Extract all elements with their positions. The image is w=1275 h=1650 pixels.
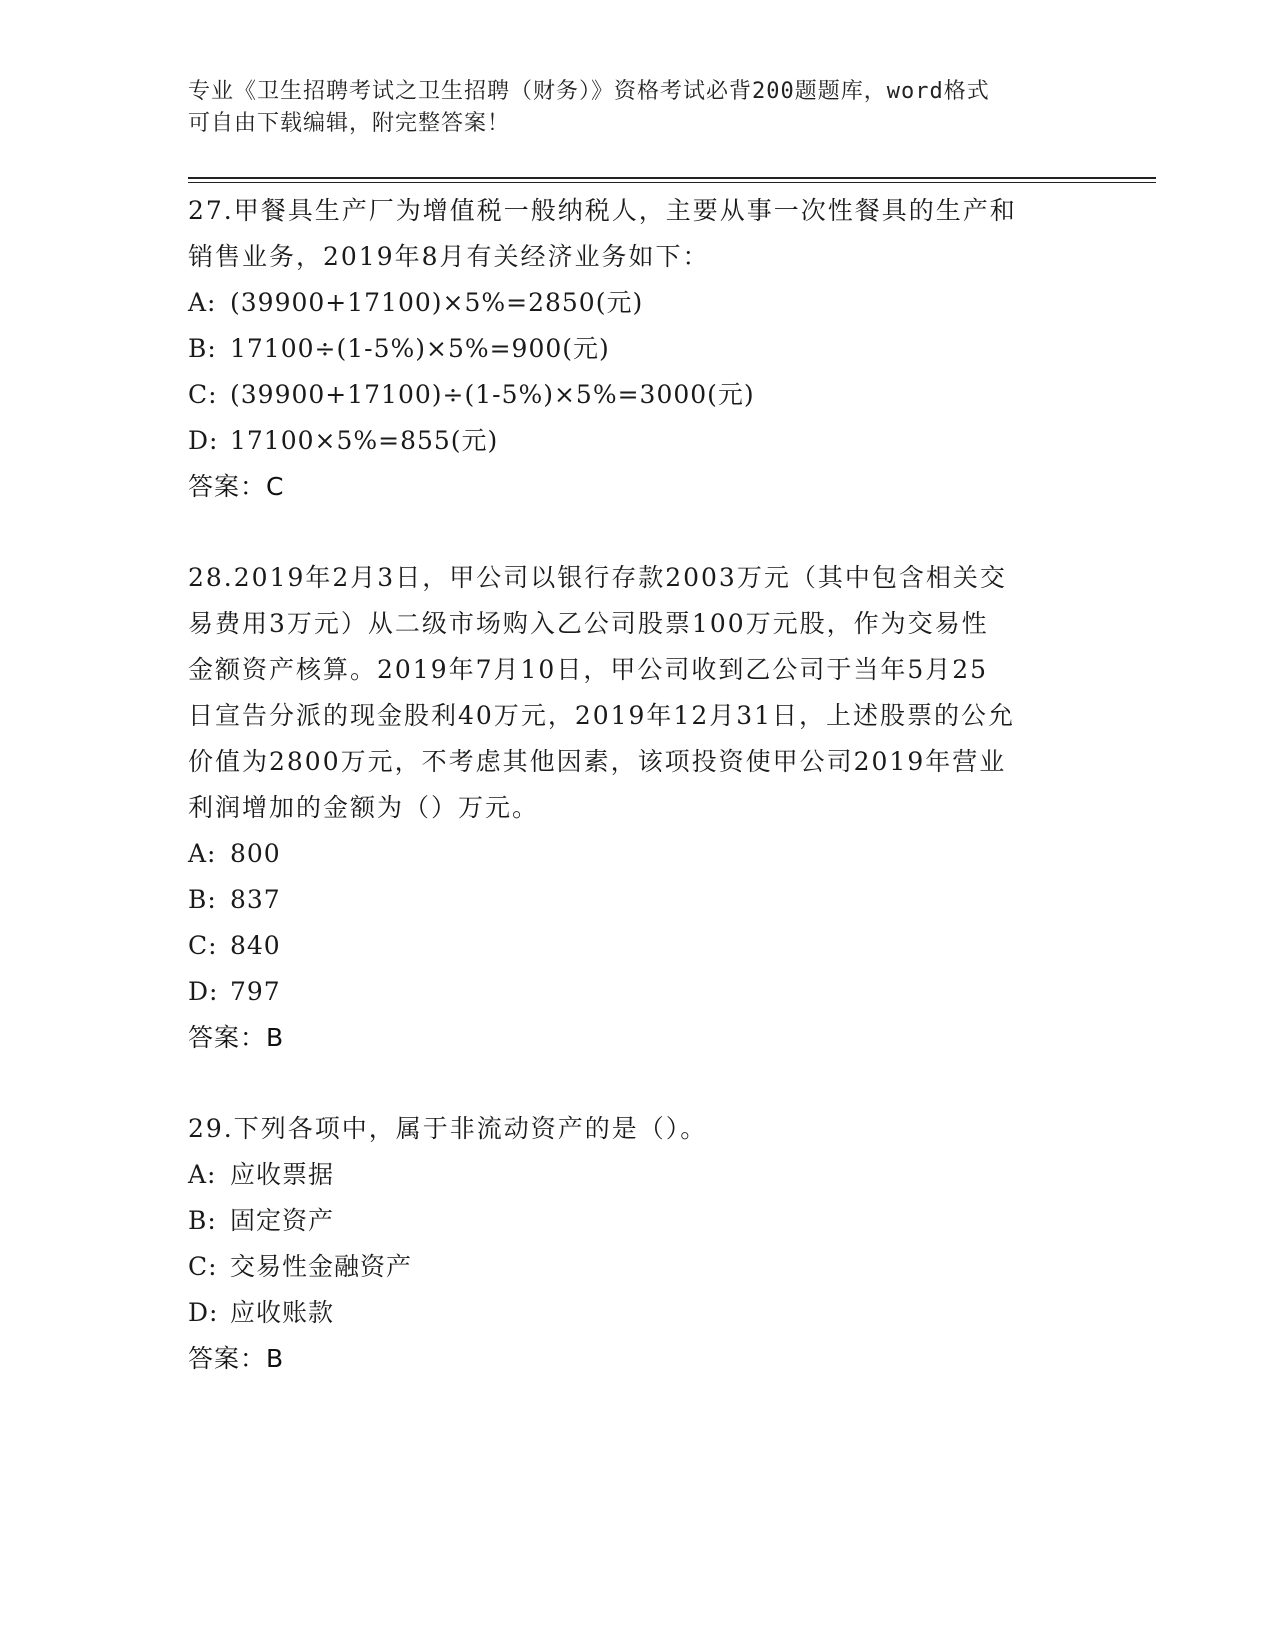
option-key: D: — [188, 426, 219, 455]
option-d — [188, 1290, 1088, 1336]
stem-line: 27.甲餐具生产厂为增值税一般纳税人，主要从事一次性餐具的生产和 — [188, 196, 1017, 225]
stem-line: 价值为2800万元，不考虑其他因素，该项投资使甲公司2019年营业 — [188, 747, 1007, 776]
question-stem — [188, 1106, 1088, 1152]
option-b — [188, 877, 1088, 923]
option-text: 固定资产 — [230, 1206, 335, 1235]
option-text: 800 — [230, 839, 281, 868]
stem-line: 利润增加的金额为（）万元。 — [188, 793, 540, 822]
option-c — [188, 372, 1088, 418]
option-key: B: — [188, 1206, 217, 1235]
option-text: 应收账款 — [230, 1298, 335, 1327]
option-key: D: — [188, 1298, 219, 1327]
option-key: C: — [188, 1252, 218, 1281]
answer-line: 答案：C — [188, 472, 285, 501]
stem-line: 金额资产核算。2019年7月10日，甲公司收到乙公司于当年5月25 — [188, 655, 989, 684]
option-key: C: — [188, 931, 218, 960]
option-a — [188, 831, 1088, 877]
option-d — [188, 418, 1088, 464]
header-divider — [188, 177, 1156, 179]
question-spacer — [188, 1061, 1088, 1106]
option-key: A: — [188, 839, 217, 868]
option-key: A: — [188, 288, 217, 317]
question-27 — [188, 188, 1088, 510]
option-d — [188, 969, 1088, 1015]
option-b — [188, 326, 1088, 372]
stem-line: 销售业务，2019年8月有关经济业务如下： — [188, 242, 710, 271]
option-b — [188, 1198, 1088, 1244]
option-key: A: — [188, 1160, 217, 1189]
stem-line: 易费用3万元）从二级市场购入乙公司股票100万元股，作为交易性 — [188, 609, 989, 638]
stem-line: 28.2019年2月3日，甲公司以银行存款2003万元（其中包含相关交 — [188, 563, 1007, 592]
question-spacer — [188, 510, 1088, 555]
option-key: D: — [188, 977, 219, 1006]
question-29 — [188, 1106, 1088, 1382]
question-28 — [188, 555, 1088, 1061]
option-c — [188, 1244, 1088, 1290]
option-key: B: — [188, 334, 217, 363]
option-key: B: — [188, 885, 217, 914]
option-text: 17100×5%=855(元) — [230, 426, 499, 455]
option-c — [188, 923, 1088, 969]
option-a — [188, 280, 1088, 326]
stem-line: 日宣告分派的现金股利40万元，2019年12月31日，上述股票的公允 — [188, 701, 1016, 730]
option-text: (39900+17100)÷(1-5%)×5%=3000(元) — [230, 380, 755, 409]
option-text: 应收票据 — [230, 1160, 335, 1189]
option-text: (39900+17100)×5%=2850(元) — [230, 288, 644, 317]
header-line-1: 专业《卫生招聘考试之卫生招聘（财务）》资格考试必背200题题库，word格式 — [188, 79, 990, 104]
option-text: 837 — [230, 885, 281, 914]
option-text: 17100÷(1-5%)×5%=900(元) — [230, 334, 610, 363]
header-divider-thin — [188, 182, 1156, 183]
question-list — [188, 188, 1088, 1382]
question-stem — [188, 188, 1088, 280]
option-key: C: — [188, 380, 218, 409]
answer-line: 答案：B — [188, 1344, 285, 1373]
header-line-2: 可自由下载编辑，附完整答案！ — [188, 111, 511, 136]
option-text: 840 — [230, 931, 281, 960]
question-stem — [188, 555, 1088, 831]
document-header — [188, 76, 1068, 140]
option-text: 交易性金融资产 — [230, 1252, 413, 1281]
option-text: 797 — [230, 977, 281, 1006]
stem-line: 29.下列各项中，属于非流动资产的是（）。 — [188, 1114, 708, 1143]
answer-line: 答案：B — [188, 1023, 285, 1052]
option-a — [188, 1152, 1088, 1198]
